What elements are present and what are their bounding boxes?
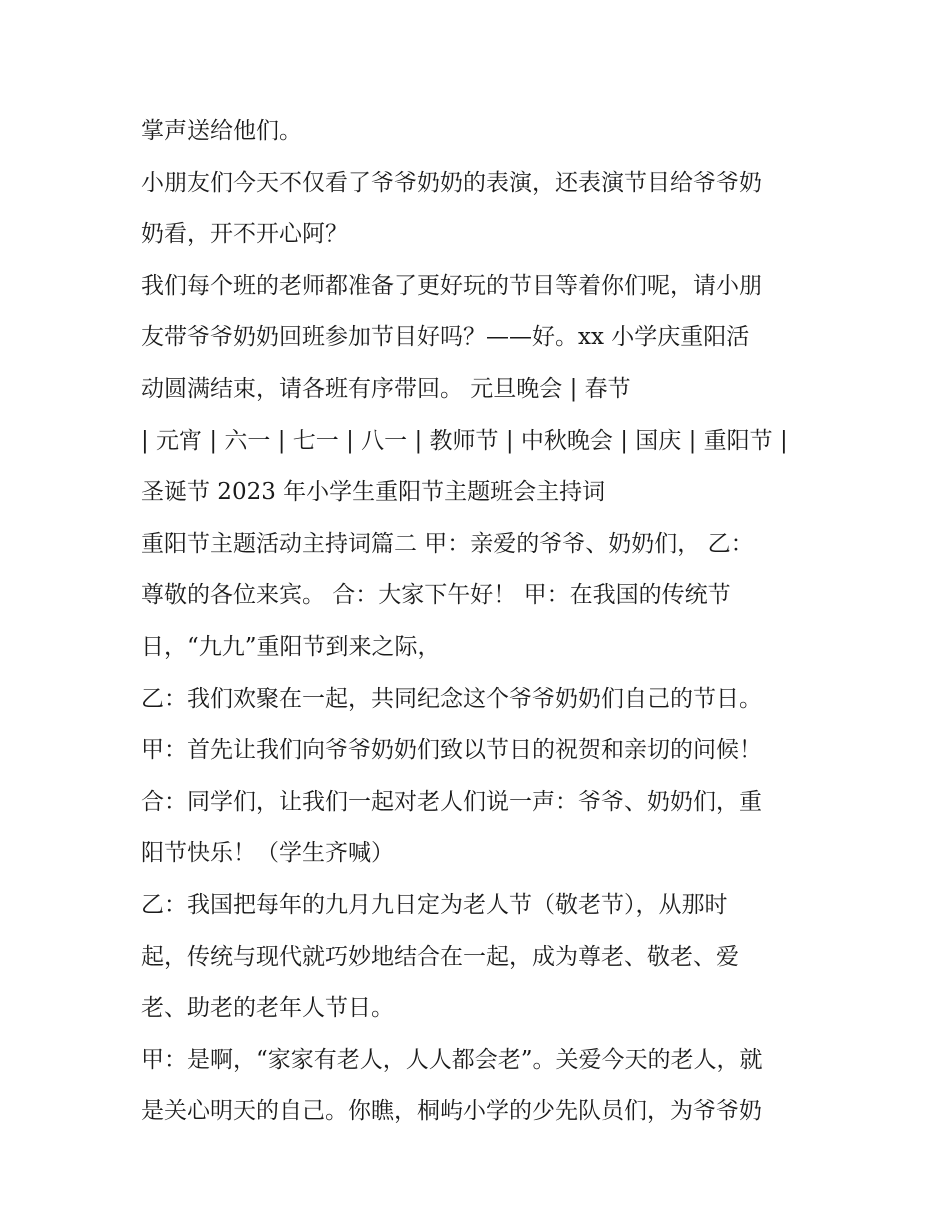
text-line: 重阳节主题活动主持词篇二 甲：亲爱的爷爷、奶奶们， 乙： <box>141 530 754 557</box>
text-line: 老、助老的老年人节日。 <box>141 995 394 1022</box>
text-line: 动圆满结束，请各班有序带回。 元旦晚会 | 春节 <box>141 375 631 402</box>
text-line: 甲：首先让我们向爷爷奶奶们致以节日的祝贺和亲切的问候！ <box>141 737 762 764</box>
text-line: 起，传统与现代就巧妙地结合在一起，成为尊老、敬老、爱 <box>141 943 739 970</box>
text-line: 乙：我们欢聚在一起，共同纪念这个爷爷奶奶们自己的节日。 <box>141 685 762 712</box>
text-line: 尊敬的各位来宾。 合：大家下午好！ 甲：在我国的传统节 <box>141 582 731 609</box>
text-line: 掌声送给他们。 <box>141 118 302 144</box>
text-line: 阳节快乐！（学生齐喊） <box>141 840 394 867</box>
text-line: 圣诞节 2023 年小学生重阳节主题班会主持词 <box>141 479 606 506</box>
text-line: 我们每个班的老师都准备了更好玩的节目等着你们呢，请小朋 <box>141 272 762 299</box>
body-text <box>141 106 821 1138</box>
text-line: 乙：我国把每年的九月九日定为老人节（敬老节），从那时 <box>141 891 728 918</box>
text-line: 奶看，开不开心阿？ <box>141 221 348 248</box>
text-line: 小朋友们今天不仅看了爷爷奶奶的表演，还表演节目给爷爷奶 <box>141 169 762 196</box>
text-line: 甲：是啊，“家家有老人，人人都会老”。关爱今天的老人，就 <box>141 1046 763 1073</box>
text-line: 合：同学们，让我们一起对老人们说一声：爷爷、奶奶们，重 <box>141 788 762 815</box>
text-line: 友带爷爷奶奶回班参加节目好吗？——好。xx 小学庆重阳活 <box>141 324 750 351</box>
text-line: | 元宵 | 六一 | 七一 | 八一 | 教师节 | 中秋晚会 | 国庆 | 重阳节 | <box>141 427 788 454</box>
text-line: 日，“九九”重阳节到来之际， <box>141 633 441 660</box>
text-line: 是关心明天的自己。你瞧，桐屿小学的少先队员们，为爷爷奶 <box>141 1098 762 1125</box>
